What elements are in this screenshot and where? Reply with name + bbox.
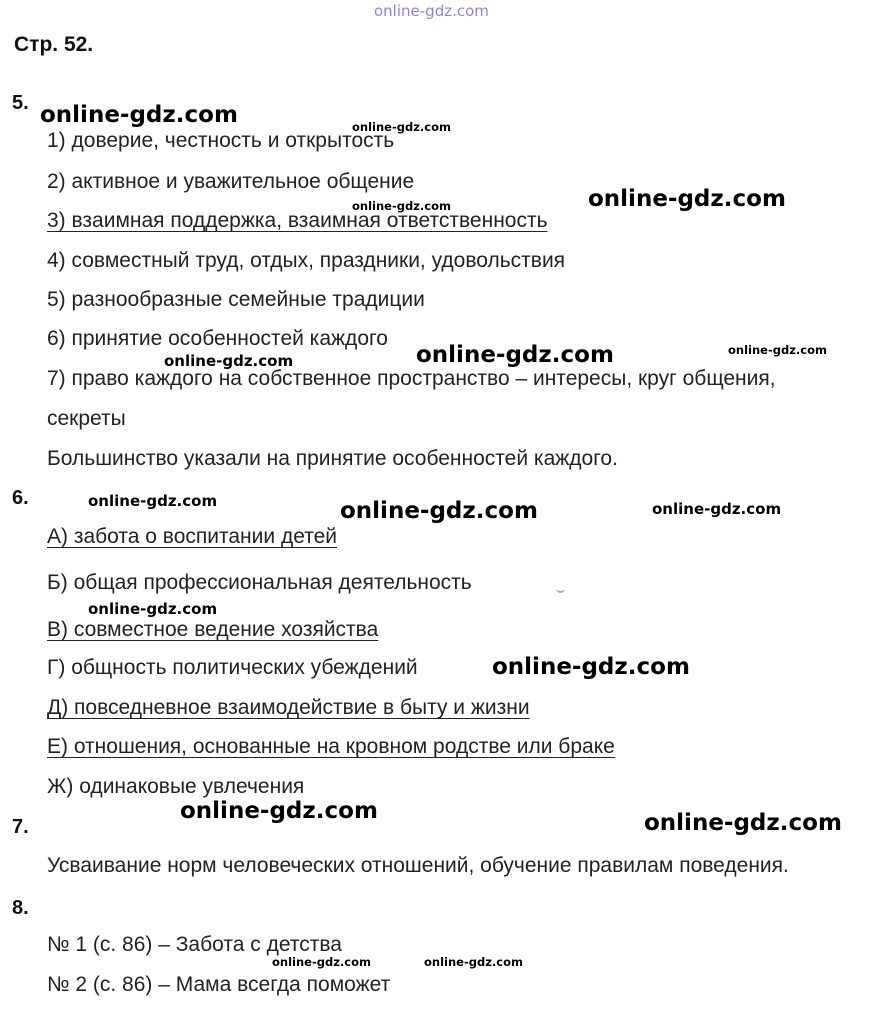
watermark-tiny: online-gdz.com [352,199,451,213]
watermark-tiny: online-gdz.com [272,955,371,969]
task-5-item-1: 1) доверие, честность и открытость [47,129,395,152]
task-5-item-6: 6) принятие особенностей каждого [47,327,388,350]
watermark-tiny: online-gdz.com [728,343,827,357]
page-header: Стр. 52. [14,33,94,56]
task-6-item-a: А) забота о воспитании детей [47,525,337,548]
task-5-item-5: 5) разнообразные семейные традиции [47,288,425,311]
watermark-tiny: online-gdz.com [424,955,523,969]
task-5-item-4: 4) совместный труд, отдых, праздники, удовольствия [47,249,566,272]
watermark-large: online-gdz.com [40,102,238,128]
watermark-tiny: online-gdz.com [352,120,451,134]
task-5-item-3: 3) взаимная поддержка, взаимная ответственность [47,209,548,232]
task-5-conclusion: Большинство указали на принятие особенностей каждого. [47,447,618,470]
task-5-item-7: 7) право каждого на собственное пространство – интересы, круг общения, [47,367,776,390]
task-7-answer: Усваивание норм человеческих отношений, обучение правилам поведения. [47,854,789,877]
task-6-item-d: Д) повседневное взаимодействие в быту и жизни [47,696,530,719]
task-8-item-2: № 2 (с. 86) – Мама всегда поможет [47,973,391,996]
task-6-item-v: В) совместное ведение хозяйства [47,618,379,641]
task-6-number: 6. [12,487,29,509]
task-5-number: 5. [12,92,29,114]
task-7-number: 7. [12,816,29,838]
task-8-number: 8. [12,897,29,919]
watermark-large: online-gdz.com [588,186,786,212]
task-6-item-b: Б) общая профессиональная деятельность [47,571,472,594]
task-5-item-2: 2) активное и уважительное общение [47,170,415,193]
task-6-item-e: Е) отношения, основанные на кровном родстве или браке [47,735,615,758]
watermark-small: online-gdz.com [652,500,782,518]
watermark-large: online-gdz.com [340,498,538,524]
watermark-small: online-gdz.com [164,352,294,370]
watermark-large: online-gdz.com [180,798,378,824]
watermark-small: online-gdz.com [88,600,218,618]
watermark-small: online-gdz.com [88,492,218,510]
task-6-item-zh: Ж) одинаковые увлечения [47,775,305,798]
top-watermark: online-gdz.com [374,2,489,20]
task-5-item-7-continuation: секреты [47,407,126,430]
scan-speck [556,588,565,593]
task-6-item-g: Г) общность политических убеждений [47,656,418,679]
watermark-large: online-gdz.com [644,810,842,836]
watermark-large: online-gdz.com [416,342,614,368]
task-8-item-1: № 1 (с. 86) – Забота с детства [47,933,342,956]
watermark-large: online-gdz.com [492,654,690,680]
